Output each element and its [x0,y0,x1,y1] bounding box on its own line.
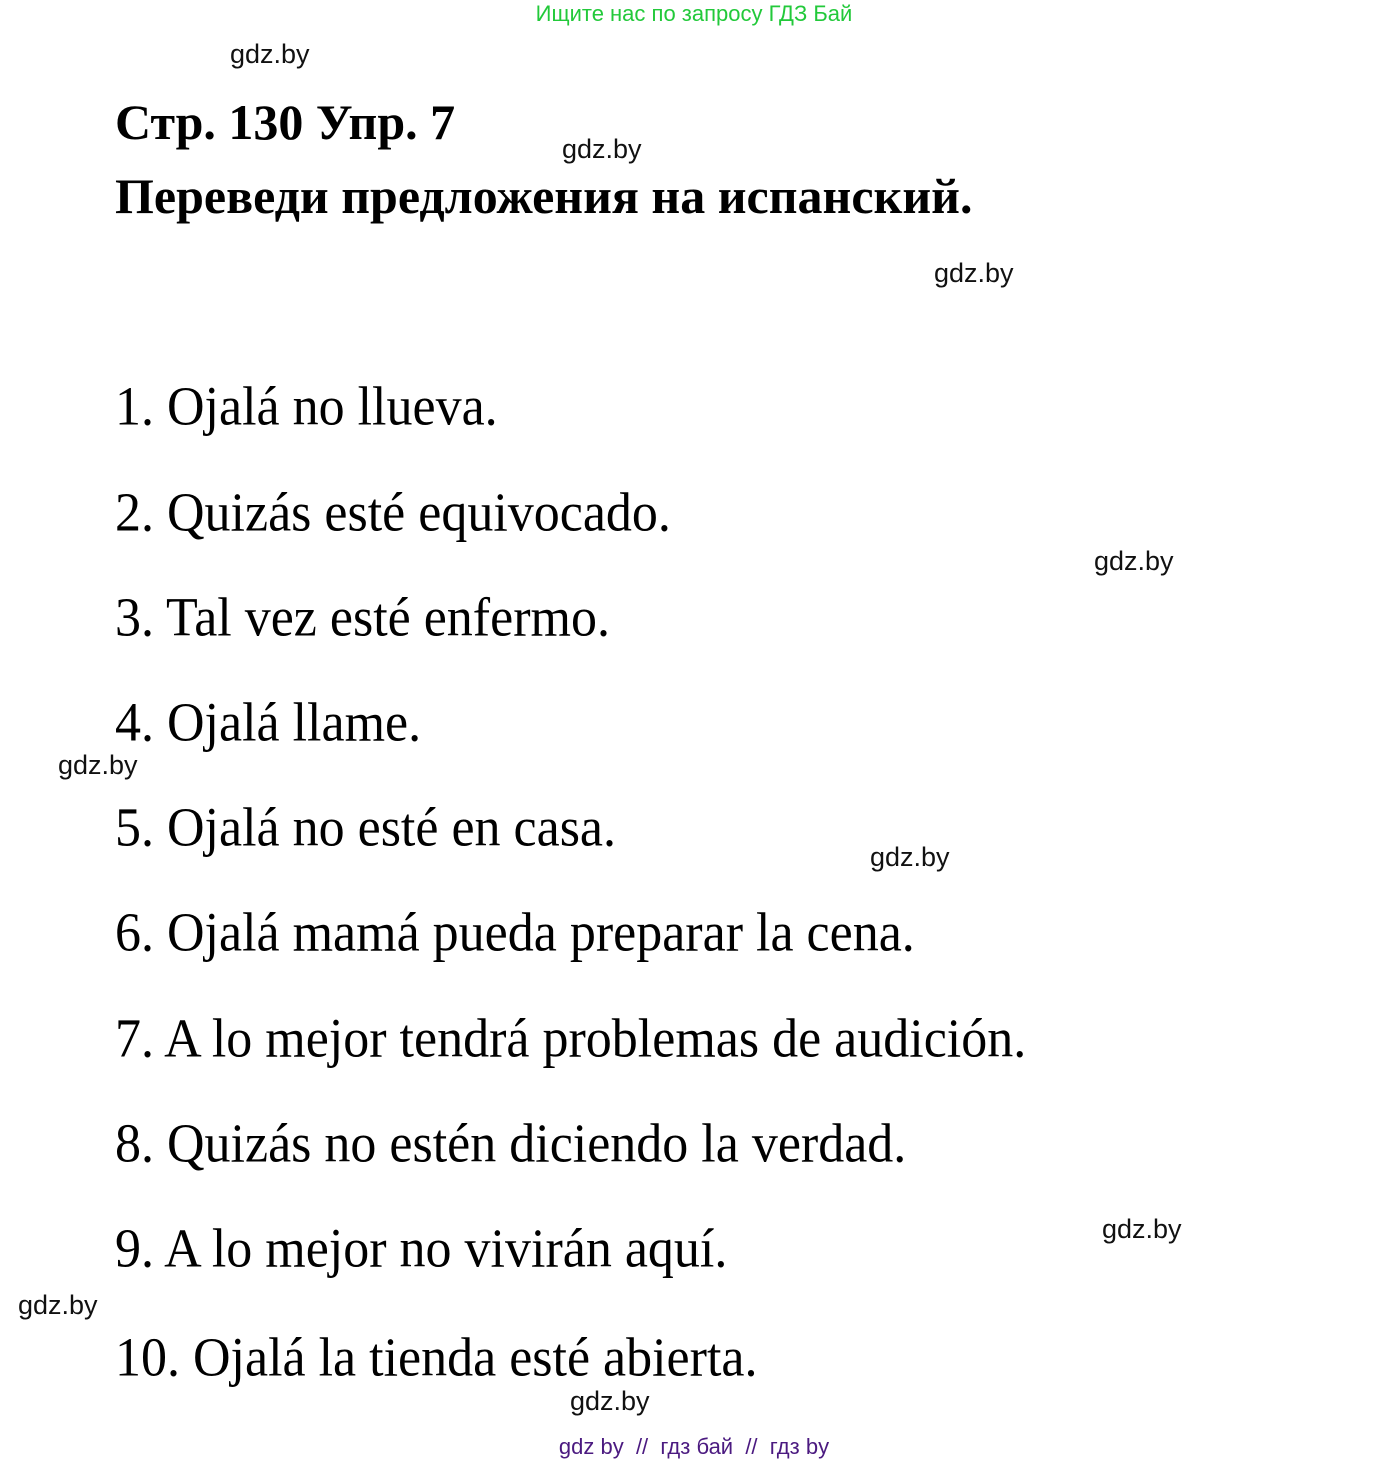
sentence-10: 10. Ojalá la tienda esté abierta. [115,1328,758,1388]
sentence-5: 5. Ojalá no esté en casa. [115,798,617,858]
sentence-1: 1. Ojalá no llueva. [115,377,498,437]
footer-text: gdz by // гдз бай // гдз by [558,1434,830,1459]
watermark: gdz.by [1094,546,1174,576]
page-title: Стр. 130 Упр. 7 [115,94,456,150]
sentence-9: 9. A lo mejor no vivirán aquí. [115,1219,728,1279]
sentence-2: 2. Quizás esté equivocado. [115,483,671,543]
watermark: gdz.by [870,842,950,872]
sentence-6: 6. Ojalá mamá pueda preparar la cena. [115,903,915,963]
watermark: gdz.by [570,1386,650,1416]
watermark: gdz.by [18,1290,98,1320]
sentence-4: 4. Ojalá llame. [115,693,422,753]
watermark: gdz.by [562,134,642,164]
watermark: gdz.by [58,750,138,780]
watermark: gdz.by [230,39,310,69]
exercise-instruction: Переведи предложения на испанский. [115,168,973,224]
watermark: gdz.by [1102,1214,1182,1244]
sentence-8: 8. Quizás no estén diciendo la verdad. [115,1114,907,1174]
sentence-3: 3. Tal vez esté enfermo. [115,588,610,648]
search-banner: Ищите нас по запросу ГДЗ Бай [535,1,853,26]
sentence-7: 7. A lo mejor tendrá problemas de audición. [115,1009,1027,1069]
watermark: gdz.by [934,258,1014,288]
